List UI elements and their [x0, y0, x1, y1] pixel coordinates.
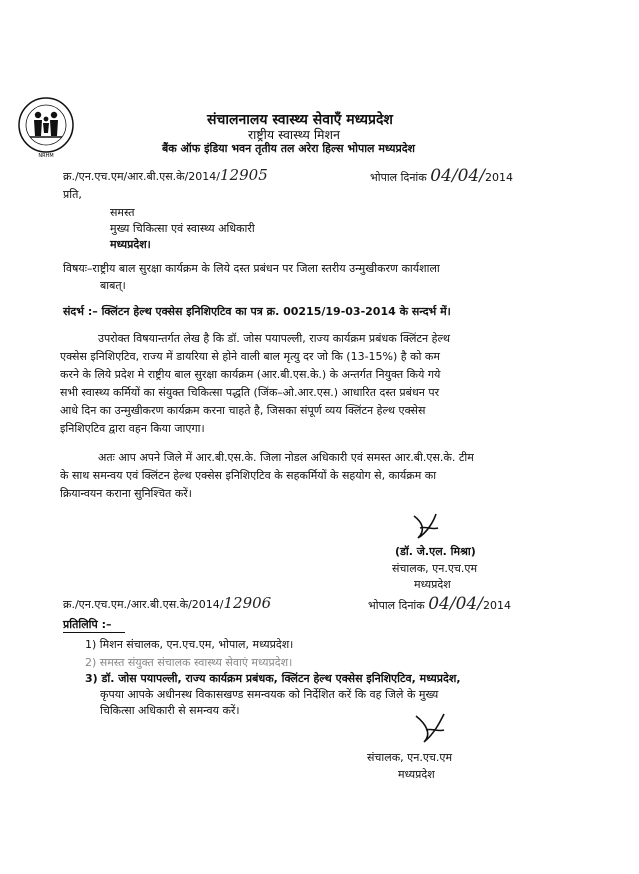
place-date-label-2: भोपाल दिनांक [368, 599, 425, 612]
para1-line-4: सभी स्वास्थ्य कर्मियों का संयुक्त चिकित्सा पद्धति (जिंक–ओ.आर.एस.) आधारित दस्त प्रबंधन पर [60, 386, 440, 399]
signatory2-state: मध्यप्रदेश [398, 768, 435, 781]
para2-line-1: अतः आप अपने जिले में आर.बी.एस.के. जिला नोडल अधिकारी एवं समस्त आर.बी.एस.के. टीम [98, 451, 474, 464]
ref-date-1 [370, 166, 513, 186]
reference-line: संदर्भ :– क्लिंटन हेल्थ एक्सेस इनिशिएटिव का पत्र क्र. 00215/19-03-2014 के सन्दर्भ में। [63, 305, 451, 318]
copy-heading-underline [63, 632, 125, 633]
copy-item-1: 1) मिशन संचालक, एन.एच.एम, भोपाल, मध्यप्रदेश। [85, 638, 294, 651]
nrhm-logo [16, 93, 76, 163]
ref-date-2 [368, 594, 511, 614]
prati-label: प्रति, [63, 188, 82, 201]
para1-line-1: उपरोक्त विषयान्तर्गत लेख है कि डॉ. जोस पयापल्ली, राज्य कार्यक्रम प्रबंधक क्लिंटन हेल्थ [98, 332, 450, 345]
svg-text:NRHM: NRHM [38, 153, 54, 159]
subject-line-1: विषयः–राष्ट्रीय बाल सुरक्षा कार्यक्रम के लिये दस्त प्रबंधन पर जिला स्तरीय उन्मुखीकरण कार्यशाला [63, 262, 440, 275]
handwritten-date: 04/04/ [430, 166, 485, 186]
copy-item-3-line-2: कृपया आपके अधीनस्थ विकासखण्ड समन्वयक को निर्देशित करें कि वह जिले के मुख्य [100, 688, 439, 701]
header-mission: राष्ट्रीय स्वास्थ्य मिशन [248, 127, 340, 142]
ref-number-1 [63, 166, 268, 184]
copy-item-3-line-3: चिकित्सा अधिकारी से समन्वय करें। [100, 704, 240, 717]
para1-line-5: आधे दिन का उन्मुखीकरण कार्यक्रम करना चाहते है, जिसका संपूर्ण व्यय क्लिंटन हेल्थ एक्सेस [60, 404, 426, 417]
copy-heading: प्रतिलिपि :– [63, 618, 112, 631]
ref2-handwritten-number: 12906 [223, 594, 272, 612]
handwritten-date-2: 04/04/ [428, 594, 483, 614]
para2-line-3: क्रियान्वयन कराना सुनिश्चित करें। [60, 487, 192, 500]
para2-line-2: के साथ समन्वय एवं क्लिंटन हेल्थ एक्सेस इनिशिएटिव के सहकर्मियों के सहयोग से, कार्यक्रम का [60, 469, 437, 482]
date-year: 2014 [484, 171, 513, 184]
subject-line-2: बाबत्। [100, 279, 126, 292]
ref-handwritten-number: 12905 [220, 166, 268, 184]
para1-line-3: करने के लिये प्रदेश मे राष्ट्रीय बाल सुरक्षा कार्यक्रम (आर.बी.एस.के.) के अन्तर्गत नियुक्त किये गये [60, 368, 441, 381]
ref-prefix: क्र./एन.एच.एम/आर.बी.एस.के/2014/ [63, 170, 221, 183]
signature-1 [408, 512, 442, 542]
date-year-2: 2014 [482, 599, 511, 612]
header-dept: संचालनालय स्वास्थ्य सेवाएँ मध्यप्रदेश [207, 112, 393, 128]
header-address: बैंक ऑफ इंडिया भवन तृतीय तल अरेरा हिल्स भोपाल मध्यप्रदेश [162, 142, 416, 155]
ref2-prefix: क्र./एन.एच.एम./आर.बी.एस.के/2014/ [63, 598, 224, 611]
copy-item-3: 3) डॉ. जोस पयापल्ली, राज्य कार्यक्रम प्रबंधक, क्लिंटन हेल्थ एक्सेस इनिशिएटिव, मध्यप्रदेश, [85, 672, 461, 685]
signatory-name: (डॉ. जे.एल. मिश्रा) [395, 545, 476, 558]
copy-item-2: 2) समस्त संयुक्त संचालक स्वास्थ्य सेवाएं मध्यप्रदेश। [85, 656, 293, 669]
para1-line-2: एक्सेस इनिशिएटिव, राज्य में डायरिया से होने वाली बाल मृत्यु दर जो कि (13-15%) है को कम [60, 350, 440, 363]
addressee-line-3: मध्यप्रदेश। [110, 238, 151, 251]
para1-line-6: इनिशिएटिव द्वारा वहन किया जाएगा। [60, 422, 205, 435]
signatory-state: मध्यप्रदेश [414, 578, 451, 591]
addressee-line-1: समस्त [110, 206, 135, 219]
addressee-line-2: मुख्य चिकित्सा एवं स्वास्थ्य अधिकारी [110, 222, 255, 235]
ref-number-2 [63, 594, 271, 612]
signatory2-title: संचालक, एन.एच.एम [367, 751, 453, 764]
signature-2 [412, 712, 448, 746]
place-date-label: भोपाल दिनांक [370, 171, 427, 184]
signatory-title: संचालक, एन.एच.एम [392, 562, 478, 575]
